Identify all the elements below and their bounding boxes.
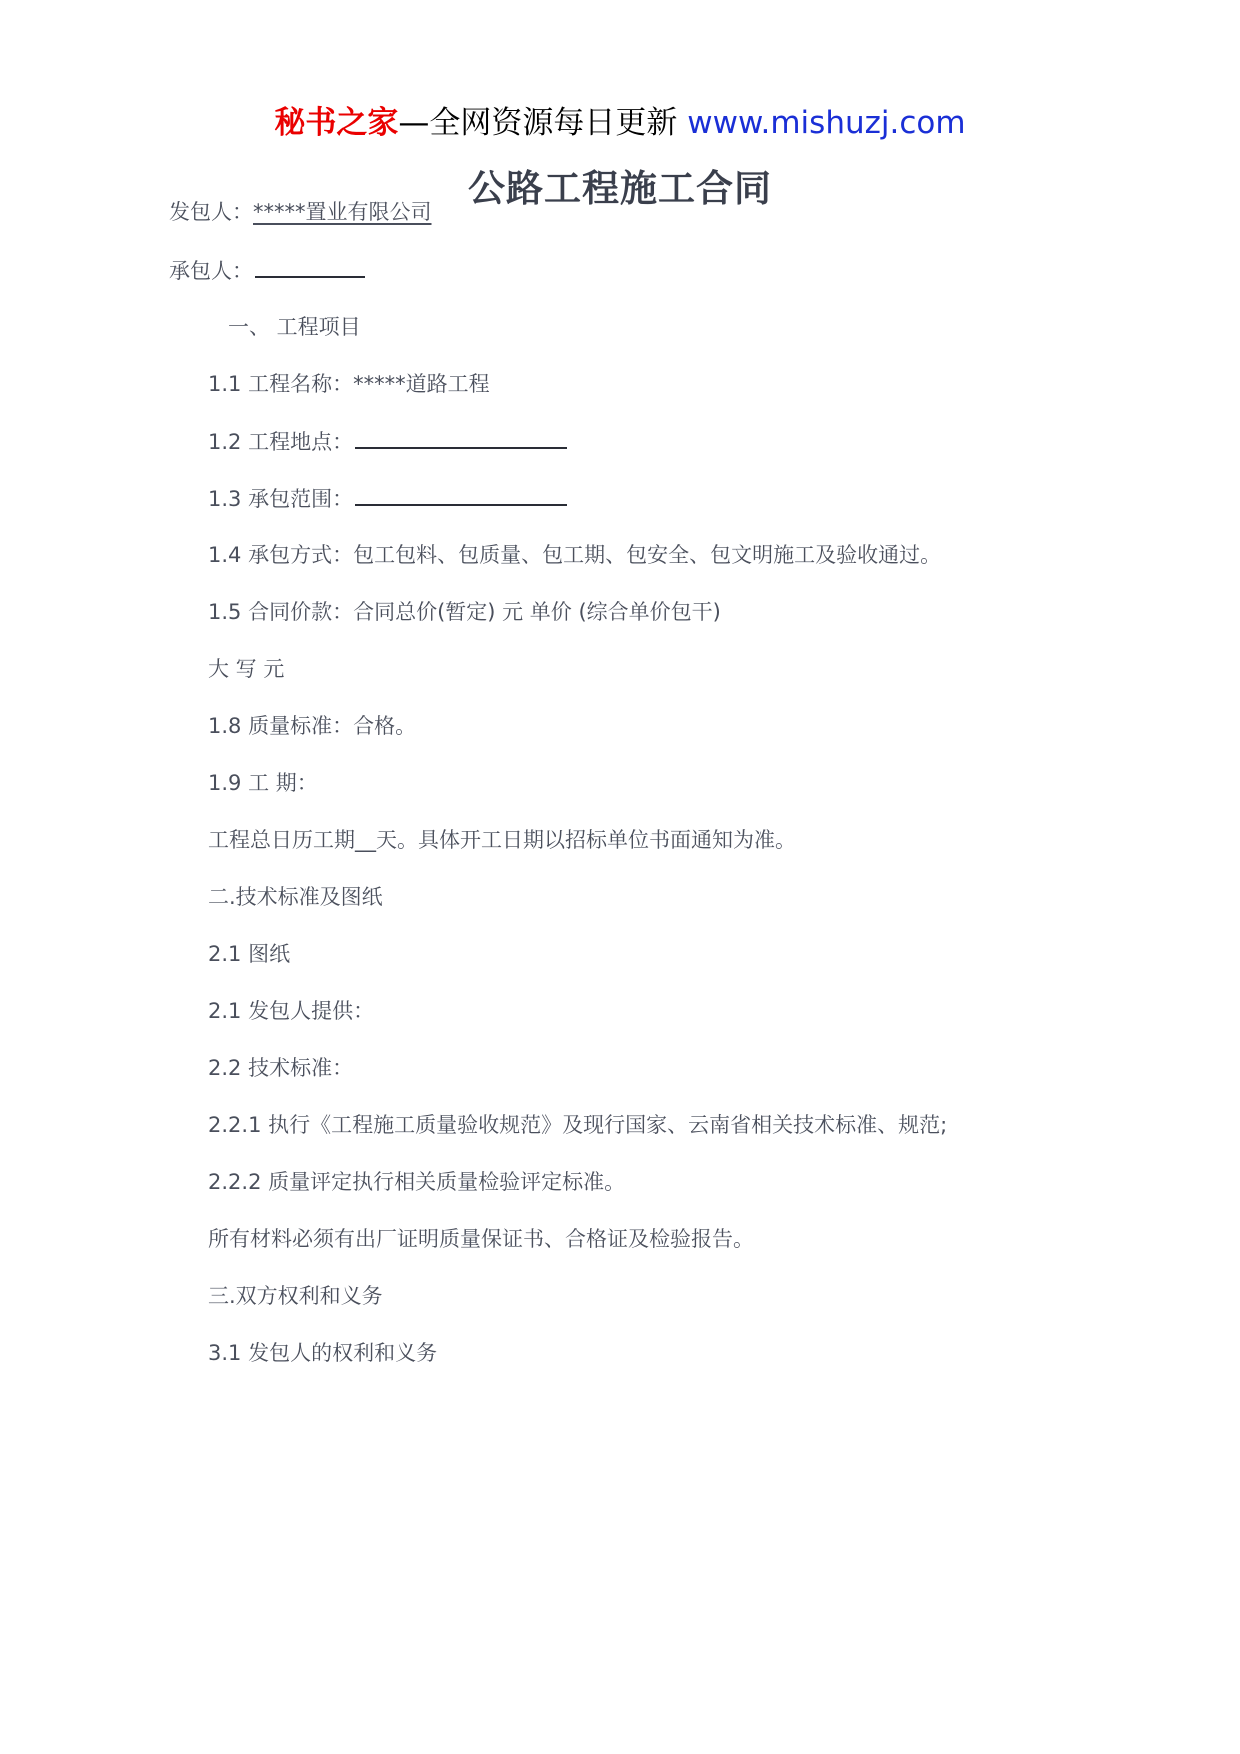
site-banner <box>0 100 1240 146</box>
clause-1-4: 1.4 承包方式：包工包料、包质量、包工期、包安全、包文明施工及验收通过。 <box>208 543 942 567</box>
employer-label: 发包人： <box>169 200 253 224</box>
materials-requirement: 所有材料必须有出厂证明质量保证书、合格证及检验报告。 <box>208 1227 754 1251</box>
contractor-line <box>169 254 365 287</box>
clause-2-1-provided: 2.1 发包人提供： <box>208 999 375 1023</box>
clause-1-3-blank <box>355 482 567 506</box>
amount-in-words: 大 写 元 <box>208 657 285 681</box>
clause-1-8: 1.8 质量标准：合格。 <box>208 714 417 738</box>
contractor-blank <box>255 254 365 278</box>
clause-1-1: 1.1 工程名称：*****道路工程 <box>208 372 490 396</box>
clause-1-9: 1.9 工 期： <box>208 771 318 795</box>
section-3-heading: 三.双方权利和义务 <box>208 1284 383 1308</box>
clause-3-1: 3.1 发包人的权利和义务 <box>208 1341 438 1365</box>
section-2-heading: 二.技术标准及图纸 <box>208 885 383 909</box>
document-title: 公路工程施工合同 <box>468 167 772 210</box>
clause-1-5: 1.5 合同价款：合同总价(暂定) 元 单价 (综合单价包干) <box>208 600 721 624</box>
clause-1-2-text: 1.2 工程地点： <box>208 430 354 454</box>
brand-name: 秘书之家 <box>274 105 399 141</box>
employer-line <box>169 196 432 228</box>
clause-1-3-text: 1.3 承包范围： <box>208 487 354 511</box>
clause-2-2-2: 2.2.2 质量评定执行相关质量检验评定标准。 <box>208 1170 626 1194</box>
clause-1-2 <box>208 425 567 458</box>
banner-url-link[interactable]: www.mishuzj.com <box>687 105 966 141</box>
clause-1-3 <box>208 482 567 515</box>
contractor-label: 承包人： <box>169 259 253 283</box>
clause-2-2: 2.2 技术标准： <box>208 1056 354 1080</box>
clause-2-2-1: 2.2.1 执行《工程施工质量验收规范》及现行国家、云南省相关技术标准、规范; <box>208 1113 948 1137</box>
employer-value: *****置业有限公司 <box>253 200 432 224</box>
clause-2-1-drawings: 2.1 图纸 <box>208 942 291 966</box>
construction-period: 工程总日历工期__天。具体开工日期以招标单位书面通知为准。 <box>208 828 796 852</box>
clause-1-2-blank <box>355 425 567 449</box>
section-1-heading: 一、 工程项目 <box>228 315 361 339</box>
banner-slogan: —全网资源每日更新 <box>398 105 678 141</box>
